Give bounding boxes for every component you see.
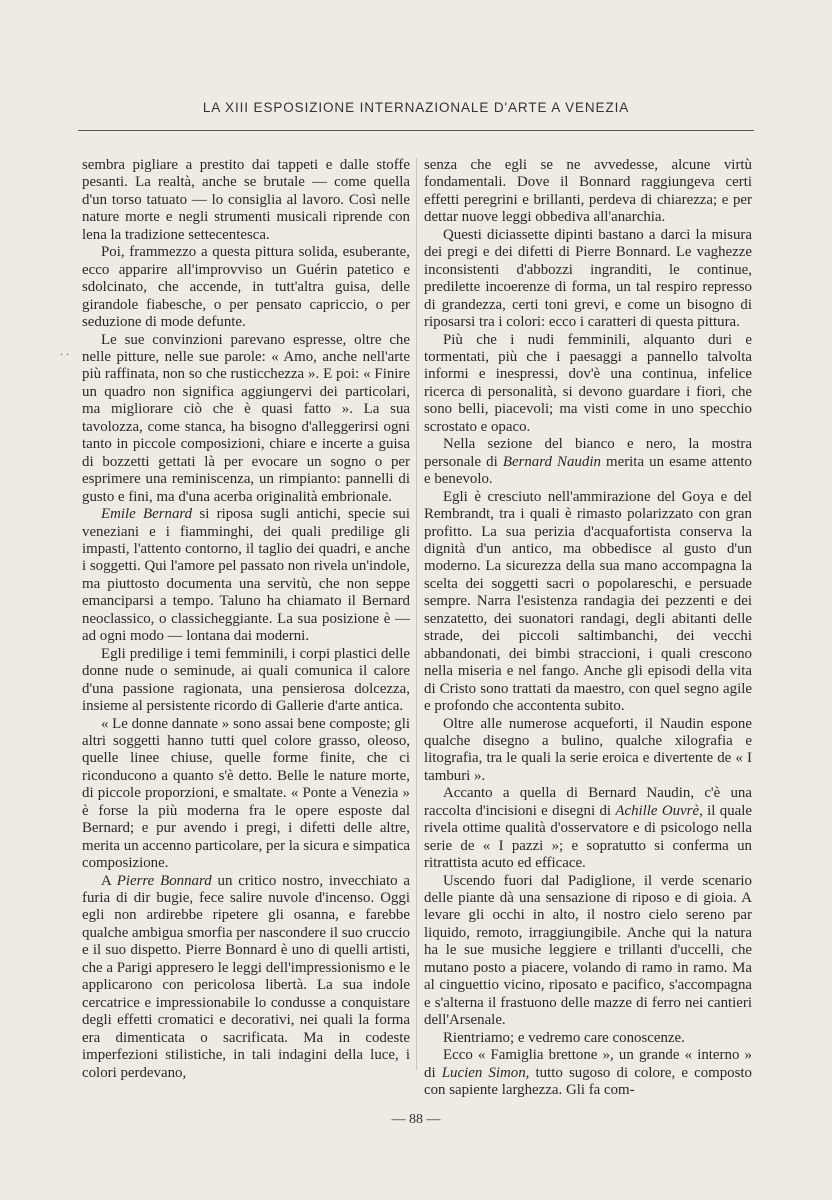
paragraph <box>424 785 752 872</box>
running-header: LA XIII ESPOSIZIONE INTERNAZIONALE D'ARTE A VENEZIA <box>202 100 630 115</box>
header-rule <box>78 130 754 131</box>
paragraph-text: A <box>101 872 117 889</box>
paragraph <box>424 716 752 786</box>
paragraph <box>424 1030 752 1047</box>
paragraph <box>82 332 410 507</box>
italic-name: Lucien Simon <box>441 1064 526 1081</box>
paragraph <box>82 873 410 1082</box>
italic-name: Bernard Naudin <box>502 453 601 470</box>
italic-name: Achille Ouvrè <box>615 802 700 819</box>
paragraph <box>82 646 410 716</box>
paragraph-text: senza che egli se ne avvedesse, alcune virtù fondamentali. Dove il Bonnard raggiungeva certi effetti peregrini e brillanti, perdeva di chiarezza; e per dettar nuove leggi obbediva all'anarchia. <box>424 157 752 226</box>
paragraph-text: Più che i nudi femminili, alquanto duri e tormentati, più che i paesaggi a pannello talvolta informi e inespressi, dov'è una continua, infelice ricerca di personalità, si devono guardare i fiori, che sono belli, piacevoli; ma visti come in uno specchio scrostato e opaco. <box>424 331 752 435</box>
paragraph <box>424 873 752 1030</box>
paragraph-text: « Le donne dannate » sono assai bene composte; gli altri soggetti hanno tutti quel colore grasso, oleoso, quelle linee chiuse, quelle forme finite, che ci riconducono a quanto s'è detto. Belle le nature morte, di piccole proporzioni, e smaltate. « Ponte a Venezia » è forse la più moderna fra le opere esposte dal Bernard; e pur avendo i pregi, i difetti delle altre, merita un accenno particolare, per la sicura e simpatica composizione. <box>82 715 410 872</box>
paragraph <box>82 244 410 331</box>
paragraph <box>424 489 752 716</box>
paragraph-text: merita un esame attento e benevolo. <box>424 453 752 488</box>
paragraph <box>82 157 410 244</box>
right-text-column <box>424 157 752 1099</box>
paragraph <box>424 227 752 332</box>
left-text-column <box>82 157 410 1082</box>
paragraph-text: , tutto sugoso di colore, e composto con sapiente larghezza. Gli fa com- <box>424 1064 753 1099</box>
paragraph-text: Nella sezione del bianco e nero, la mostra personale di <box>424 436 752 470</box>
page-number: — 88 — <box>391 1112 441 1127</box>
paragraph-text: Questi diciassette dipinti bastano a darci la misura dei pregi e dei difetti di Pierre Bonnard. Le vaghezze inconsistenti d'abbozzi ingranditi, le continue, predilette incoerenze di forma, un tal respiro represso di grandezza, certi toni grevi, e come un bisogno di riposarsi tra i colori: ecco i caratteri di questa pittura. <box>424 226 752 331</box>
italic-name: Emile Bernard <box>101 506 193 523</box>
paragraph-text: Accanto a quella di Bernard Naudin, c'è una raccolta d'incisioni e disegni di <box>424 785 752 819</box>
paragraph <box>424 436 752 488</box>
paragraph-text: un critico nostro, invecchiato a furia di dir bugie, fece salire nuvole d'incenso. Oggi egli non ardirebbe ripetere gli osanna, e farebbe qualche ambigua smorfia per nascondere il suo cruccio e il suo dispetto. Pierre Bonnard è uno di quelli artisti, che a Parigi appresero le leggi dell'impressionismo e le applicarono con pericolosa libertà. La sua indole cercatrice e impressionabile lo condusse a conquistare degli effetti cromatici e decorativi, nei quali la forma era dimenticata o sacrificata. Ma in codeste imperfezioni stilistiche, in tali indagini della luce, i colori perdevano, <box>82 872 411 1081</box>
paragraph <box>82 716 410 873</box>
column-divider <box>416 158 417 1070</box>
paragraph-text: Le sue convinzioni parevano espresse, oltre che nelle pitture, nelle sue parole: « Amo, anche nell'arte più raffinata, non so che rusticchezza ». E poi: « Finire un quadro non significa aggiungervi dei particolari, ma migliorare ciò che è quasi fatto ». La sua tavolozza, come stanca, ha bisogno d'alleggerirsi ogni tanto in piccole composizioni, chiare e incerte a guisa di bozzetti gettati là per evocare un sogno o per esprimere una reminiscenza, un rimpianto: pannelli di gusto e fini, ma d'una acerba originalità embrionale. <box>82 331 410 505</box>
paragraph-text: Oltre alle numerose acqueforti, il Naudin espone qualche disegno a bulino, qualche xilografia e litografia, tra le quali la serie eroica e divertente de « I tamburi ». <box>424 715 752 784</box>
paragraph <box>424 332 752 437</box>
paragraph-text: Poi, frammezzo a questa pittura solida, esuberante, ecco apparire all'improvviso un Guérin patetico e sdolcinato, che accende, in tutt'altra guisa, delle girandole fiabesche, o per pensato capriccio, o per seduzione di mode defunte. <box>82 244 410 331</box>
margin-annotation: . . <box>60 344 69 358</box>
paragraph <box>82 506 410 646</box>
paragraph-text: , il quale rivela ottime qualità d'osservatore e di psicologo nella serie de « I pazzi »; e sopratutto si conferma un ritrattista acuto ed efficace. <box>424 802 752 872</box>
paragraph-text: Egli predilige i temi femminili, i corpi plastici delle donne nude o seminude, ai quali comunica il calore d'una passione ragionata, una pensierosa dolcezza, insieme al persistente ricordo di Gallerie d'arte antica. <box>82 645 410 715</box>
paragraph-text: Ecco « Famiglia brettone », un grande « interno » di <box>424 1047 752 1081</box>
paragraph <box>424 157 752 227</box>
paragraph-text: Rientriamo; e vedremo care conoscenze. <box>443 1029 685 1046</box>
paragraph-text: Uscendo fuori dal Padiglione, il verde scenario delle piante dà una sensazione di riposo e di gioia. A levare gli occhi in alto, il nostro cielo sereno par liquido, remoto, irraggiungibile. Anche qui la natura ha le sue musiche leggiere e trillanti d'uccelli, che mutano posto a piacere, volando di ramo in ramo. Ma al cinguettio vicino, riposato e pacifico, s'accompagna e s'alterna il frastuono delle mazze di ferro nei cantieri dell'Arsenale. <box>424 872 752 1029</box>
paragraph <box>424 1047 752 1099</box>
paragraph-text: si riposa sugli antichi, specie sui veneziani e i fiamminghi, dei quali predilige gli impasti, l'attento contorno, il taglio dei quadri, e anche i soggetti. Qui l'amore pel passato non rivela un'indole, ma piuttosto documenta una servitù, che non seppe emanciparsi a tempo. Taluno ha chiamato il Bernard neoclassico, o classicheggiante. La sua posizione è — ad ogni modo — lontana dai moderni. <box>82 506 410 645</box>
italic-name: Pierre Bonnard <box>116 872 212 889</box>
paragraph-text: Egli è cresciuto nell'ammirazione del Goya e del Rembrandt, tra i quali è rimasto polarizzato con gran profitto. La sua perizia d'acquafortista conserva la dignità d'un antico, ma obbedisce al gusto d'un moderno. La sicurezza della sua mano accompagna la scelta dei soggetti sacri o popolareschi, e persuade sempre. Narra l'esistenza randagia dei pezzenti e dei senzatetto, dei suonatori randagi, degli abitanti delle strade, dei piccoli saltimbanchi, dei vecchi abbandonati, dei bimbi straccioni, i quali crescono nella miseria e nel fango. Anche gli episodi della vita di Cristo sono trattati da maestro, con quel segno agile e profondo che accontenta subito. <box>424 488 752 715</box>
paragraph-text: sembra pigliare a prestito dai tappeti e dalle stoffe pesanti. La realtà, anche se brutale — come quella d'un torso tatuato — lo consiglia al lavoro. Così nelle nature morte e negli strumenti musicali riprende con lena la tradizione settecentesca. <box>82 157 410 243</box>
